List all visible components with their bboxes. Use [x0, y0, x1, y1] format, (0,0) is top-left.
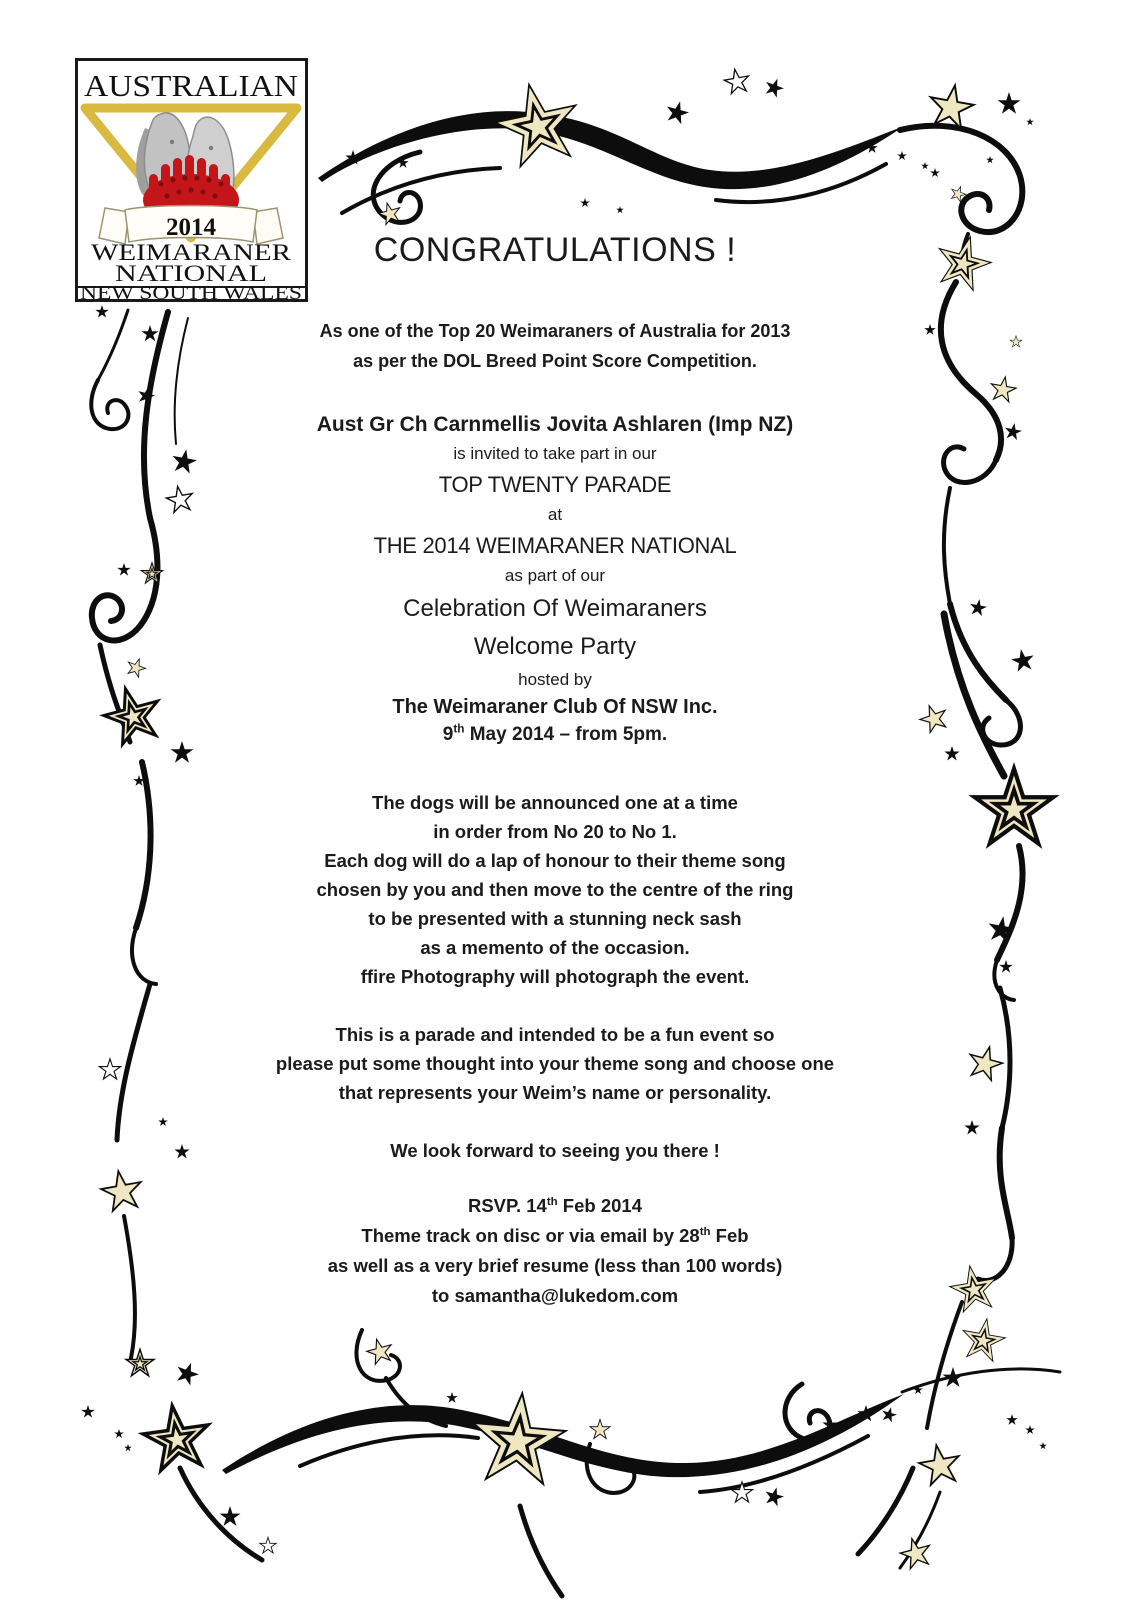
rsvp-rest: Feb 2014: [557, 1195, 642, 1216]
date-ordinal: th: [453, 722, 465, 736]
fun-note-line: that represents your Weim’s name or personality.: [338, 1082, 772, 1103]
at-word: at: [547, 505, 563, 524]
logo-event: NATIONAL: [115, 261, 267, 286]
intro-line: As one of the Top 20 Weimaraners of Australia for 2013: [319, 321, 791, 341]
theme-track-line: [245, 1221, 865, 1251]
logo-year: 2014: [166, 214, 216, 241]
logo-breed: WEIMARANER: [91, 240, 292, 265]
detail-line: as a memento of the occasion.: [420, 937, 690, 958]
parade-title: TOP TWENTY PARADE: [438, 472, 672, 497]
detail-line: in order from No 20 to No 1.: [433, 821, 677, 842]
date-prefix: 9: [442, 724, 454, 745]
dog-name: Aust Gr Ch Carnmellis Jovita Ashlaren (Imp NZ): [316, 413, 794, 436]
email-line: to samantha@lukedom.com: [431, 1285, 679, 1306]
theme-prefix: Theme track on disc or via email by 28: [361, 1225, 700, 1246]
fun-note-line: please put some thought into your theme song and choose one: [275, 1053, 835, 1074]
theme-rest: Feb: [710, 1225, 749, 1246]
intro-paragraph: [245, 316, 865, 376]
fun-note-line: This is a parade and intended to be a fun event so: [335, 1024, 775, 1045]
date-rest: May 2014 – from 5pm.: [464, 724, 668, 745]
rsvp-prefix: RSVP. 14: [467, 1195, 547, 1216]
logo-country: AUSTRALIAN: [84, 68, 298, 103]
theme-ordinal: th: [699, 1225, 711, 1238]
fun-note-paragraph: [245, 1020, 865, 1107]
event-date-line: [245, 721, 865, 748]
celebration-title: Celebration Of Weimaraners: [403, 595, 707, 622]
detail-line: to be presented with a stunning neck sash: [368, 908, 742, 929]
details-paragraph: [245, 788, 865, 991]
detail-line: The dogs will be announced one at a time: [372, 792, 738, 813]
detail-line: Each dog will do a lap of honour to their theme song: [324, 850, 786, 871]
logo-state: NEW SOUTH WALES: [80, 283, 302, 302]
closing-line: We look forward to seeing you there !: [390, 1140, 720, 1161]
letter-body: [245, 230, 865, 1311]
invite-line: is invited to take part in our: [453, 444, 657, 463]
rsvp-ordinal: th: [546, 1195, 558, 1208]
resume-line: as well as a very brief resume (less than 100 words): [327, 1255, 783, 1276]
party-title: Welcome Party: [473, 633, 637, 660]
host-name: The Weimaraner Club Of NSW Inc.: [392, 696, 718, 718]
intro-line: as per the DOL Breed Point Score Competition.: [353, 351, 757, 371]
part-of-line: as part of our: [504, 566, 606, 585]
detail-line: ffire Photography will photograph the event.: [360, 966, 750, 987]
page-title: CONGRATULATIONS !: [373, 231, 737, 269]
hosted-line: hosted by: [518, 670, 592, 689]
detail-line: chosen by you and then move to the centre of the ring: [316, 879, 794, 900]
rsvp-line: [245, 1191, 865, 1221]
national-title: THE 2014 WEIMARANER NATIONAL: [373, 533, 737, 558]
rsvp-paragraph: [245, 1191, 865, 1311]
